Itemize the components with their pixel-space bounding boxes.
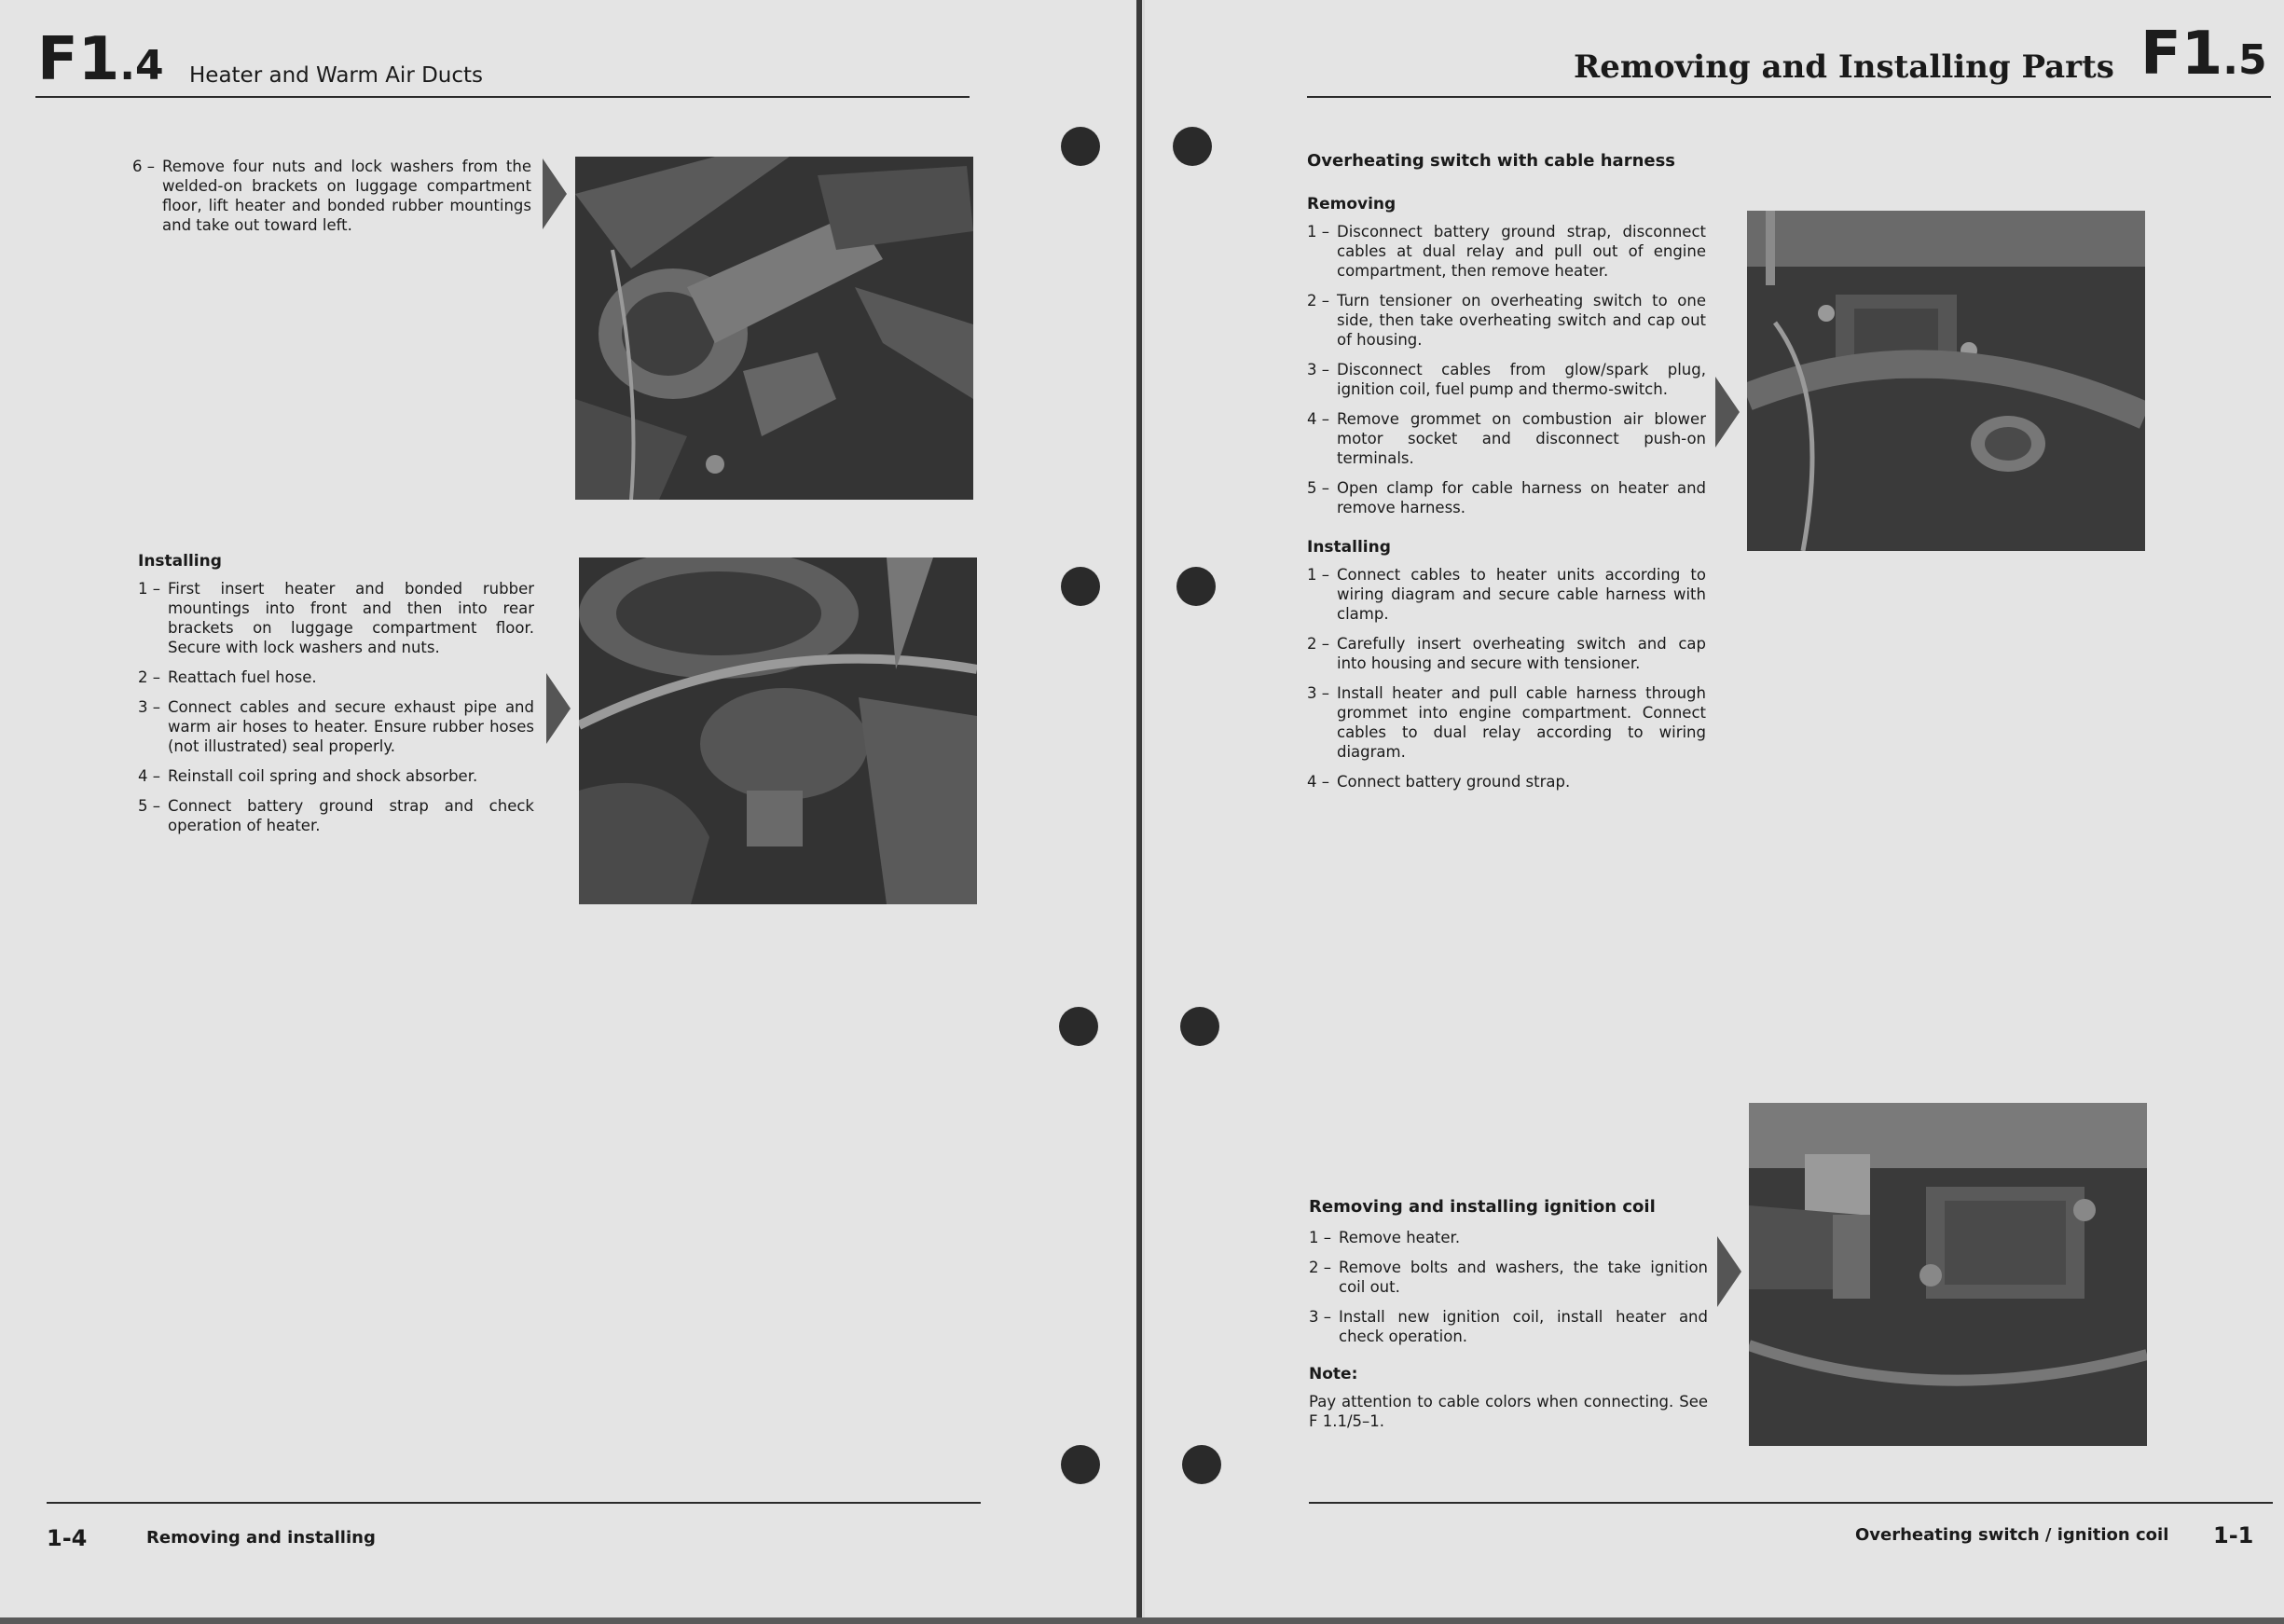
note-text: Pay attention to cable colors when connecting. See F 1.1/5–1. xyxy=(1309,1393,1708,1430)
pointer-arrow-icon xyxy=(1715,377,1740,447)
binding-spine xyxy=(1136,0,1142,1624)
installing-step: 5 – Connect battery ground strap and check operation of heater. xyxy=(138,797,534,834)
installing-step: 4 – Reinstall coil spring and shock absorber. xyxy=(138,767,478,785)
ignition-step: 3 – Install new ignition coil, install heater and check operation. xyxy=(1309,1308,1708,1345)
binder-hole xyxy=(1180,1007,1219,1046)
removing-step: 4 – Remove grommet on combustion air blower motor socket and disconnect push-on terminals. xyxy=(1307,410,1706,467)
binder-hole xyxy=(1061,1445,1100,1484)
left-installing-block xyxy=(138,552,534,846)
pointer-arrow-icon xyxy=(1717,1236,1741,1307)
left-page-number: 1-4 xyxy=(47,1525,88,1551)
ignition-section xyxy=(1309,1197,1708,1431)
right-footer-label: Overheating switch / ignition coil xyxy=(1855,1525,2169,1545)
right-page-number: 1-1 xyxy=(2213,1522,2254,1548)
right-page xyxy=(1145,0,2284,1617)
binder-hole xyxy=(1061,567,1100,606)
installing-step: 1 – Connect cables to heater units according to wiring diagram and secure cable harness with clamp. xyxy=(1307,566,1706,623)
ignition-step: 2 – Remove bolts and washers, the take ignition coil out. xyxy=(1309,1259,1708,1296)
installing-step: 2 – Carefully insert overheating switch and cap into housing and secure with tensioner. xyxy=(1307,635,1706,672)
left-removing-block xyxy=(132,157,531,245)
right-header-title: Removing and Installing Parts xyxy=(1574,48,2114,86)
left-footer-rule xyxy=(47,1502,981,1504)
binder-hole xyxy=(1059,1007,1098,1046)
installing-step: 1 – First insert heater and bonded rubber mountings into front and then into rear brackets on luggage compartment floor. Secure with lock washers and nuts. xyxy=(138,580,534,656)
left-page xyxy=(0,0,1139,1617)
left-chapter-number: F1.4 xyxy=(37,25,164,94)
removing-step: 1 – Disconnect battery ground strap, disconnect cables at dual relay and pull out of engine compartment, then remove heater. xyxy=(1307,223,1706,280)
installing-step: 3 – Connect cables and secure exhaust pipe and warm air hoses to heater. Ensure rubber hoses (not illustrated) seal properly. xyxy=(138,698,534,755)
photo-overheating-switch xyxy=(1747,211,2145,551)
installing-heading: Installing xyxy=(138,552,222,571)
left-footer-label: Removing and installing xyxy=(146,1528,376,1548)
overheating-heading: Overheating switch with cable harness xyxy=(1307,151,1676,171)
bottom-edge xyxy=(0,1617,2284,1624)
right-header-rule xyxy=(1307,96,2271,98)
left-header-rule xyxy=(35,96,970,98)
installing-heading: Installing xyxy=(1307,538,1391,557)
pointer-arrow-icon xyxy=(546,673,571,744)
installing-step: 2 – Reattach fuel hose. xyxy=(138,668,317,686)
photo-heater-removal xyxy=(575,157,973,500)
removing-step: 3 – Disconnect cables from glow/spark plug, ignition coil, fuel pump and thermo-switch. xyxy=(1307,361,1706,398)
removing-step: 2 – Turn tensioner on overheating switch to one side, then take overheating switch and cap out of housing. xyxy=(1307,292,1706,349)
overheating-section xyxy=(1307,151,1706,802)
pointer-arrow-icon xyxy=(543,158,567,229)
binder-hole xyxy=(1182,1445,1221,1484)
binder-hole xyxy=(1061,127,1100,166)
ignition-step: 1 – Remove heater. xyxy=(1309,1229,1461,1246)
installing-step: 3 – Install heater and pull cable harness through grommet into engine compartment. Connect cables to dual relay according to wiring diagram. xyxy=(1307,684,1706,761)
removing-step: 5 – Open clamp for cable harness on heater and remove harness. xyxy=(1307,479,1706,516)
left-header-title: Heater and Warm Air Ducts xyxy=(189,63,484,88)
photo-heater-installation xyxy=(579,557,977,904)
ignition-heading: Removing and installing ignition coil xyxy=(1309,1197,1656,1217)
right-footer-rule xyxy=(1309,1502,2273,1504)
installing-step: 4 – Connect battery ground strap. xyxy=(1307,773,1571,791)
removing-step-6: 6 – Remove four nuts and lock washers from the welded-on brackets on luggage compartment floor, lift heater and bonded rubber mountings and take out toward left. xyxy=(132,158,531,234)
binder-hole xyxy=(1176,567,1216,606)
note-heading: Note: xyxy=(1309,1365,1358,1383)
photo-ignition-coil xyxy=(1749,1103,2147,1446)
right-chapter-number: F1.5 xyxy=(2140,20,2267,89)
binder-hole xyxy=(1173,127,1212,166)
removing-heading: Removing xyxy=(1307,195,1397,213)
